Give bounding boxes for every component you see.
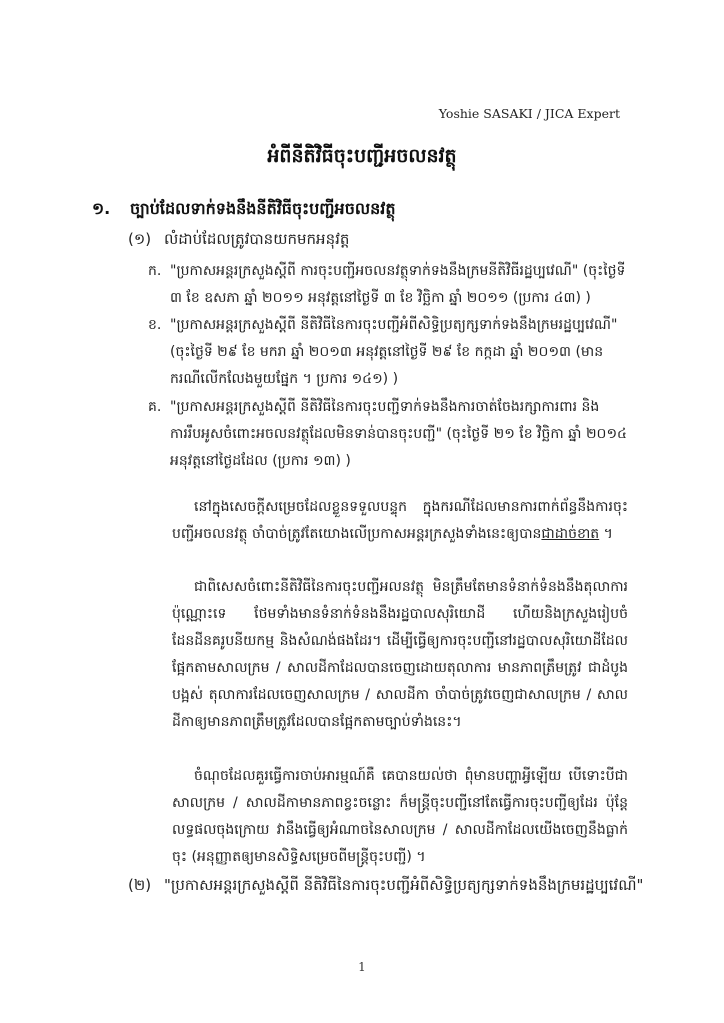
list-item-label: គ. (148, 399, 162, 415)
section-1-number: ១. (92, 199, 111, 218)
page-number: 1 (358, 960, 366, 974)
section-1-heading (92, 198, 395, 222)
subsection-1-number: (១) (128, 230, 152, 248)
list-item-text: "ប្រកាសអន្តរក្រសួងស្តីពី នីតិវិធីនៃការចុះបញ្ជីទាក់ទងនឹងការចាត់ចែងរក្សាការពារ និង ការរឹបអូសចំពោះអចលនវត្ថុដែលមិនទាន់បានចុះបញ្ជី" (ចុះថ្ងៃទី ២១ ខែ វិច្ឆិកា ឆ្នាំ ២០១៤ អនុវត្តនៅថ្ងៃដដែល (ប្រការ ១៣) ) (170, 399, 627, 469)
document-title: អំពីនីតិវិធីចុះបញ្ជីអចលនវត្ថុ (267, 145, 457, 167)
list-item-label: ក. (148, 263, 162, 279)
paragraph-2: ជាពិសេសចំពោះនីតិវិធីនៃការចុះបញ្ជីអលនវត្ថុ មិនត្រឹមតែមានទំនាក់ទំនងនឹងតុលាការប៉ុណ្ណោះទេ ថែមទាំងមានទំនាក់ទំនងនឹងរដ្ឋបាលសុរិយោដី ហើយនិងក្រសួងរៀបចំដែនដីនគរូបនីយកម្ម និងសំណង់ផងដែរ។ ដើម្បីធ្វើឲ្យការចុះបញ្ជីនៅរដ្ឋបាលសុរិយោដីដែលផ្អែកតាមសាលក្រម / សាលដីកាដែលបានចេញដោយតុលាការ មានភាពត្រឹមត្រូវ ជាដំបូងបង្អស់ តុលាការដែលចេញសាលក្រម / សាលដីកា ចាំបាច់ត្រូវចេញជាសាលក្រម / សាលដីកាឲ្យមានភាពត្រឹមត្រូវដែលបានផ្អែកតាមច្បាប់ទាំងនេះ។ (172, 579, 628, 730)
subsection-2-number: (២) (128, 876, 152, 894)
paragraph-1-end: ។ (599, 526, 613, 542)
list-item-kha (148, 312, 628, 393)
author-line: Yoshie SASAKI / JICA Expert (438, 106, 620, 121)
list-item-label: ខ. (148, 317, 162, 333)
list-item-text: "ប្រកាសអន្តរក្រសួងស្តីពី នីតិវិធីនៃការចុះបញ្ជីអំពីសិទ្ធិប្រត្យក្សទាក់ទងនឹងក្រមរដ្ឋប្បវេណី" (ចុះថ្ងៃទី ២៩ ខែ មករា ឆ្នាំ ២០១៣ អនុវត្តនៅថ្ងៃទី ២៩ ខែ កក្កដា ឆ្នាំ ២០១៣ (មានករណីលើកលែងមួយផ្នែក ។ ប្រការ ១៤១) ) (170, 317, 618, 387)
paragraph-1-text: នៅក្នុងសេចក្តីសម្រេចដែលខ្លួនទទួលបន្ទុក ក្នុងករណីដែលមានការពាក់ព័ន្ធនឹងការចុះបញ្ជីអចលនវត្ថុ ចាំបាច់ត្រូវតែយោងលើប្រកាសអន្តរក្រសួងទាំងនេះឲ្យបាន (172, 499, 628, 542)
subsection-1-heading (128, 230, 349, 252)
subsection-1-title: លំដាប់ដែលត្រូវបានយកមកអនុវត្ត (164, 230, 350, 248)
subsection-2-title: "ប្រកាសអន្តរក្រសួងស្តីពី នីតិវិធីនៃការចុះបញ្ជីអំពីសិទ្ធិប្រត្យក្សទាក់ទងនឹងក្រមរដ្ឋប្បវេណី" (164, 876, 644, 894)
emphasis-underlined: ជាដាច់ខាត (541, 526, 600, 542)
list-item-ka (148, 258, 628, 312)
subsection-2-heading (128, 876, 643, 898)
paragraph-1 (172, 494, 628, 548)
list-item-ko (148, 394, 628, 475)
list-item-text: "ប្រកាសអន្តរក្រសួងស្តីពី ការចុះបញ្ជីអចលនវត្ថុទាក់ទងនឹងក្រមនីតិវិធីរដ្ឋប្បវេណី" (ចុះថ្ងៃទី ៣ ខែ ឧសភា ឆ្នាំ ២០១១ អនុវត្តនៅថ្ងៃទី ៣ ខែ វិច្ឆិកា ឆ្នាំ ២០១១ (ប្រការ ៤៣) ) (170, 263, 626, 306)
section-1-title: ច្បាប់ដែលទាក់ទងនឹងនីតិវិធីចុះបញ្ជីអចលនវត្ថុ (130, 199, 396, 218)
paragraph-3: ចំណុចដែលគួរធ្វើការចាប់អារម្មណ៍គឺ គេបានយល់ថា ពុំមានបញ្ហាអ្វីឡើយ បើទោះបីជាសាលក្រម / សាលដីកាមានភាពខ្វះចន្លោះ ក៏មន្ត្រីចុះបញ្ជីនៅតែធ្វើការចុះបញ្ជីឲ្យដែរ ប៉ុន្តែលទ្ធផលចុងក្រោយ វានឹងធ្វើឲ្យអំណាចនៃសាលក្រម / សាលដីកាដែលយើងចេញនឹងធ្លាក់ចុះ (អនុញ្ញាតឲ្យមានសិទ្ធិសម្រេចពីមន្ត្រីចុះបញ្ជី) ។ (172, 768, 628, 865)
